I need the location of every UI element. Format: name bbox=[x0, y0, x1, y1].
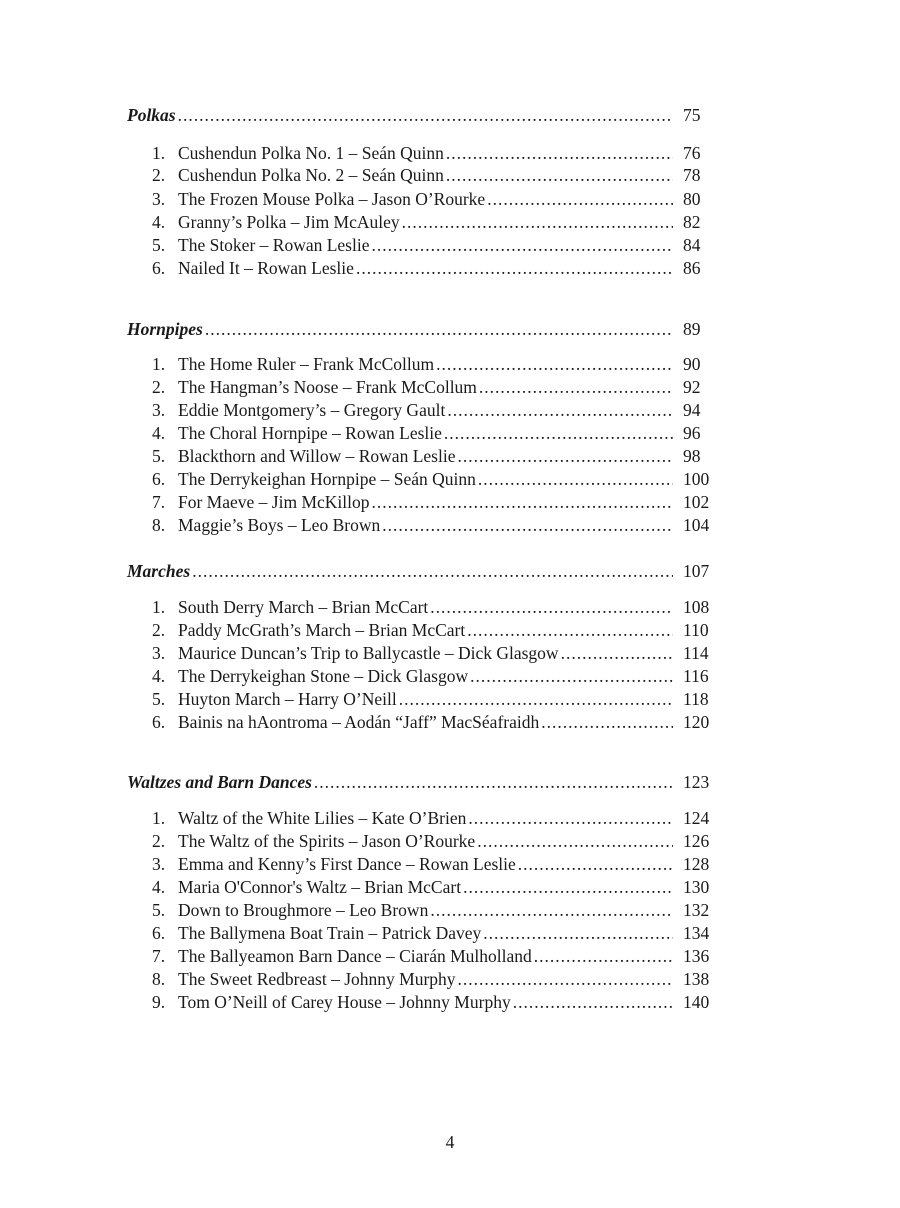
dot-leader bbox=[468, 807, 673, 829]
entry-page: 124 bbox=[683, 808, 710, 828]
entry-number: 6. bbox=[152, 469, 166, 489]
dot-leader bbox=[436, 353, 673, 375]
entry-number: 9. bbox=[152, 992, 166, 1012]
toc-entry bbox=[152, 922, 717, 944]
toc-entry bbox=[152, 211, 717, 233]
entry-page: 80 bbox=[683, 189, 701, 209]
entry-title: Cushendun Polka No. 1 – Seán Quinn bbox=[178, 143, 444, 163]
toc-entry bbox=[152, 514, 717, 536]
toc-entry bbox=[152, 968, 717, 990]
entry-page: 108 bbox=[683, 597, 710, 617]
entry-number: 2. bbox=[152, 165, 166, 185]
dot-leader bbox=[467, 619, 673, 641]
toc-entry bbox=[152, 234, 717, 256]
toc-entry bbox=[152, 399, 717, 421]
entry-page: 114 bbox=[683, 643, 709, 663]
toc-entry bbox=[152, 807, 717, 829]
dot-leader bbox=[382, 514, 673, 536]
dot-leader bbox=[457, 445, 673, 467]
toc-entry bbox=[152, 257, 717, 279]
entry-number: 1. bbox=[152, 808, 166, 828]
entry-number: 6. bbox=[152, 712, 166, 732]
entry-title: Waltz of the White Lilies – Kate O’Brien bbox=[178, 808, 467, 828]
entry-page: 132 bbox=[683, 900, 710, 920]
entry-title: Granny’s Polka – Jim McAuley bbox=[178, 212, 400, 232]
entry-page: 86 bbox=[683, 258, 701, 278]
entry-page: 84 bbox=[683, 235, 701, 255]
entry-page: 138 bbox=[683, 969, 710, 989]
entry-number: 2. bbox=[152, 831, 166, 851]
dot-leader bbox=[402, 211, 673, 233]
entry-page: 100 bbox=[683, 469, 710, 489]
toc-entry bbox=[152, 945, 717, 967]
toc-entry bbox=[152, 642, 717, 664]
entry-number: 8. bbox=[152, 515, 166, 535]
toc-entry bbox=[152, 711, 717, 733]
entry-title: The Home Ruler – Frank McCollum bbox=[178, 354, 435, 374]
entry-page: 94 bbox=[683, 400, 701, 420]
dot-leader bbox=[477, 830, 673, 852]
entry-page: 128 bbox=[683, 854, 710, 874]
entry-number: 7. bbox=[152, 946, 166, 966]
entry-title: Eddie Montgomery’s – Gregory Gault bbox=[178, 400, 446, 420]
entry-page: 98 bbox=[683, 446, 701, 466]
entry-title: Maggie’s Boys – Leo Brown bbox=[178, 515, 381, 535]
entry-title: Tom O’Neill of Carey House – Johnny Murphy bbox=[178, 992, 511, 1012]
entry-title: The Sweet Redbreast – Johnny Murphy bbox=[178, 969, 456, 989]
entry-number: 2. bbox=[152, 377, 166, 397]
dot-leader bbox=[447, 399, 673, 421]
dot-leader bbox=[399, 688, 673, 710]
entry-page: 78 bbox=[683, 165, 701, 185]
toc-entry bbox=[152, 830, 717, 852]
section-title: Marches bbox=[127, 561, 191, 581]
section-page: 75 bbox=[683, 105, 701, 125]
entry-title: South Derry March – Brian McCart bbox=[178, 597, 429, 617]
entry-number: 4. bbox=[152, 877, 166, 897]
toc-entry bbox=[152, 142, 717, 164]
toc-entry bbox=[152, 619, 717, 641]
entry-number: 1. bbox=[152, 143, 166, 163]
entry-page: 118 bbox=[683, 689, 709, 709]
entry-number: 3. bbox=[152, 854, 166, 874]
entry-title: Blackthorn and Willow – Rowan Leslie bbox=[178, 446, 456, 466]
toc-entry bbox=[152, 491, 717, 513]
entry-number: 6. bbox=[152, 923, 166, 943]
entry-page: 92 bbox=[683, 377, 701, 397]
entry-title: Paddy McGrath’s March – Brian McCart bbox=[178, 620, 466, 640]
entry-page: 104 bbox=[683, 515, 710, 535]
entry-number: 8. bbox=[152, 969, 166, 989]
entry-title: The Ballymena Boat Train – Patrick Davey bbox=[178, 923, 482, 943]
entry-number: 5. bbox=[152, 689, 166, 709]
entry-number: 4. bbox=[152, 423, 166, 443]
entry-number: 2. bbox=[152, 620, 166, 640]
toc-entry bbox=[152, 353, 717, 375]
entry-page: 110 bbox=[683, 620, 709, 640]
entry-title: The Ballyeamon Barn Dance – Ciarán Mulholland bbox=[178, 946, 532, 966]
entry-number: 1. bbox=[152, 354, 166, 374]
entry-page: 116 bbox=[683, 666, 709, 686]
dot-leader bbox=[205, 318, 673, 340]
dot-leader bbox=[430, 596, 673, 618]
entry-number: 3. bbox=[152, 643, 166, 663]
entry-number: 6. bbox=[152, 258, 166, 278]
entry-page: 90 bbox=[683, 354, 701, 374]
entry-title: Nailed It – Rowan Leslie bbox=[178, 258, 354, 278]
dot-leader bbox=[356, 257, 673, 279]
entry-title: The Stoker – Rowan Leslie bbox=[178, 235, 370, 255]
entry-title: Emma and Kenny’s First Dance – Rowan Leslie bbox=[178, 854, 516, 874]
toc-entry bbox=[152, 445, 717, 467]
section-page: 123 bbox=[683, 772, 710, 792]
section-heading-hornpipes bbox=[127, 318, 717, 340]
entry-title: Maurice Duncan’s Trip to Ballycastle – Dick Glasgow bbox=[178, 643, 559, 663]
dot-leader bbox=[518, 853, 673, 875]
entry-title: The Frozen Mouse Polka – Jason O’Rourke bbox=[178, 189, 486, 209]
toc-entry bbox=[152, 376, 717, 398]
dot-leader bbox=[372, 491, 673, 513]
dot-leader bbox=[430, 899, 673, 921]
dot-leader bbox=[478, 468, 673, 490]
entry-title: The Hangman’s Noose – Frank McCollum bbox=[178, 377, 477, 397]
entry-title: The Derrykeighan Hornpipe – Seán Quinn bbox=[178, 469, 476, 489]
dot-leader bbox=[192, 560, 673, 582]
entry-page: 96 bbox=[683, 423, 701, 443]
toc-entry bbox=[152, 596, 717, 618]
toc-entry bbox=[152, 853, 717, 875]
dot-leader bbox=[314, 771, 673, 793]
toc-entry bbox=[152, 665, 717, 687]
dot-leader bbox=[446, 164, 673, 186]
entry-page: 136 bbox=[683, 946, 710, 966]
entry-title: The Derrykeighan Stone – Dick Glasgow bbox=[178, 666, 469, 686]
toc-entry bbox=[152, 468, 717, 490]
dot-leader bbox=[483, 922, 673, 944]
entry-number: 5. bbox=[152, 235, 166, 255]
entry-title: Bainis na hAontroma – Aodán “Jaff” MacSéafraidh bbox=[178, 712, 540, 732]
entry-page: 76 bbox=[683, 143, 701, 163]
entry-number: 5. bbox=[152, 900, 166, 920]
dot-leader bbox=[561, 642, 673, 664]
entry-number: 1. bbox=[152, 597, 166, 617]
entry-title: The Choral Hornpipe – Rowan Leslie bbox=[178, 423, 442, 443]
dot-leader bbox=[371, 234, 673, 256]
entry-number: 3. bbox=[152, 189, 166, 209]
section-page: 107 bbox=[683, 561, 710, 581]
toc-entry bbox=[152, 899, 717, 921]
entry-number: 5. bbox=[152, 446, 166, 466]
toc-entry bbox=[152, 688, 717, 710]
entry-page: 120 bbox=[683, 712, 710, 732]
entry-number: 3. bbox=[152, 400, 166, 420]
entry-number: 4. bbox=[152, 666, 166, 686]
dot-leader bbox=[446, 142, 673, 164]
section-title: Waltzes and Barn Dances bbox=[127, 772, 312, 792]
section-page: 89 bbox=[683, 319, 701, 339]
entry-page: 140 bbox=[683, 992, 710, 1012]
toc-entry bbox=[152, 991, 717, 1013]
dot-leader bbox=[513, 991, 673, 1013]
toc-entry bbox=[152, 188, 717, 210]
toc-entry bbox=[152, 164, 717, 186]
section-heading-marches bbox=[127, 560, 717, 582]
dot-leader bbox=[463, 876, 673, 898]
dot-leader bbox=[444, 422, 673, 444]
entry-number: 4. bbox=[152, 212, 166, 232]
entry-page: 82 bbox=[683, 212, 701, 232]
toc-entry bbox=[152, 876, 717, 898]
entry-title: The Waltz of the Spirits – Jason O’Rourke bbox=[178, 831, 476, 851]
entry-page: 130 bbox=[683, 877, 710, 897]
entry-title: For Maeve – Jim McKillop bbox=[178, 492, 370, 512]
dot-leader bbox=[479, 376, 673, 398]
entry-page: 102 bbox=[683, 492, 710, 512]
dot-leader bbox=[487, 188, 673, 210]
entry-title: Cushendun Polka No. 2 – Seán Quinn bbox=[178, 165, 444, 185]
page-number: 4 bbox=[445, 1132, 455, 1152]
entry-title: Maria O'Connor's Waltz – Brian McCart bbox=[178, 877, 462, 897]
dot-leader bbox=[541, 711, 673, 733]
entry-number: 7. bbox=[152, 492, 166, 512]
section-heading-polkas bbox=[127, 104, 717, 126]
dot-leader bbox=[458, 968, 673, 990]
entry-page: 134 bbox=[683, 923, 710, 943]
section-title: Hornpipes bbox=[127, 319, 203, 339]
entry-page: 126 bbox=[683, 831, 710, 851]
dot-leader bbox=[534, 945, 673, 967]
section-heading-waltzes bbox=[127, 771, 717, 793]
dot-leader bbox=[178, 104, 673, 126]
entry-title: Down to Broughmore – Leo Brown bbox=[178, 900, 429, 920]
toc-entry bbox=[152, 422, 717, 444]
section-title: Polkas bbox=[127, 105, 176, 125]
entry-title: Huyton March – Harry O’Neill bbox=[178, 689, 397, 709]
dot-leader bbox=[470, 665, 673, 687]
